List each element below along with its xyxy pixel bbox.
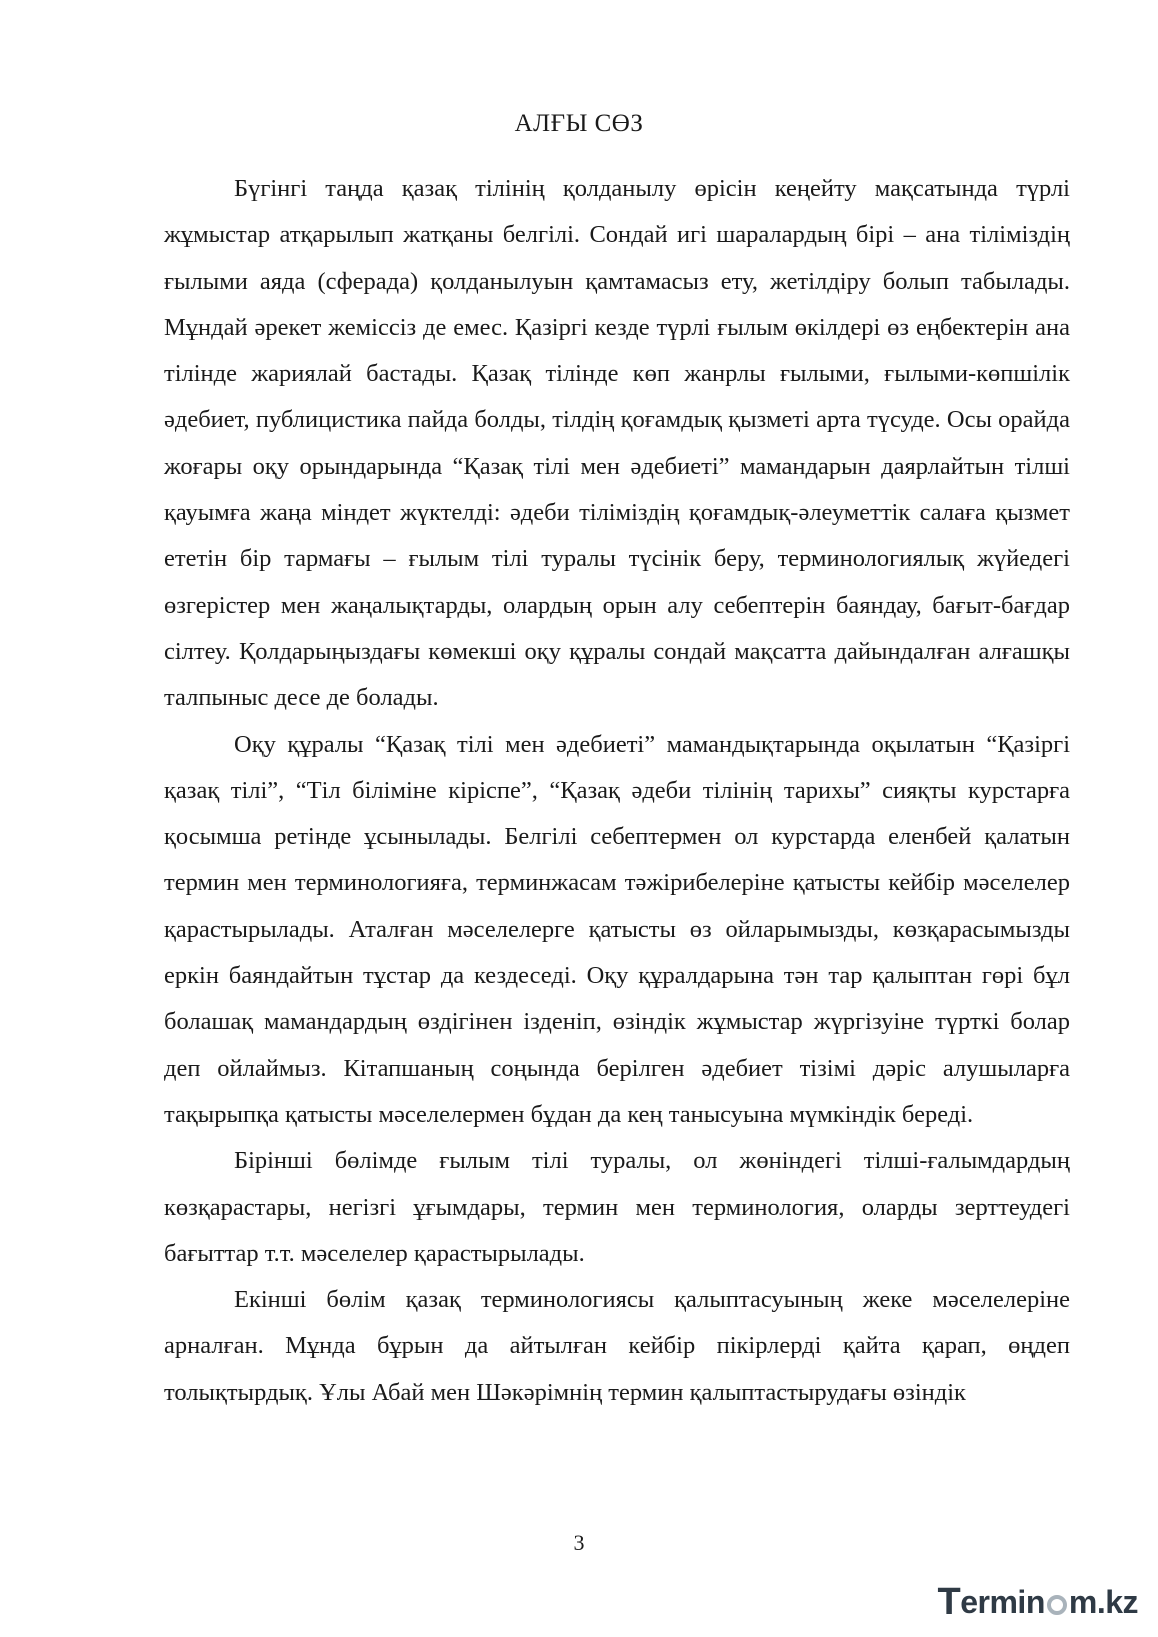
paragraph-4: Екінші бөлім қазақ терминологиясы қалыптасуының жеке мәселелеріне арналған. Мұнда бұрын да айтылған кейбір пікірлерді қайта қарап, өңдеп толықтырдық. Ұлы Абай мен Шәкәрімнің термин қалыптастырудағы өзіндік xyxy=(164,1286,1070,1406)
circle-o-icon xyxy=(1047,1595,1067,1615)
watermark-text-part1: ermin xyxy=(960,1584,1045,1620)
paragraph-2: Оқу құралы “Қазақ тілі мен әдебиеті” мамандықтарында оқылатын “Қазіргі қазақ тілі”, “Тіл біліміне кіріспе”, “Қазақ әдеби тілінің тарихы” сияқты курстарға қосымша ретінде ұсынылады. Белгілі себептермен ол курстарда еленбей қалатын термин мен терминологияға, терминжасам тәжірибелеріне қатысты кейбір мәселелер қарастырылады. Аталған мәселелерге қатысты өз ойларымызды, көзқарасымызды еркін баяндайтын тұстар да кездеседі. Оқу құралдарына тән тар қалыптан гөрі бұл болашақ мамандардың өздігінен ізденіп, өзіндік жұмыстар жүргізуіне түрткі болар деп ойлаймыз. Кітапшаның соңында берілген әдебиет тізімі дәріс алушыларға тақырыпқа қатысты мәселелермен бұдан да кең танысуына мүмкіндік береді. xyxy=(164,730,1070,1128)
page-number: 3 xyxy=(573,1530,585,1555)
body-text xyxy=(164,166,1070,1416)
watermark-text-part2: m.kz xyxy=(1068,1584,1138,1620)
t-letter-icon: T xyxy=(937,1581,961,1623)
page-title: АЛҒЫ СӨЗ xyxy=(514,110,644,137)
paragraph-1: Бүгінгі таңда қазақ тілінің қолданылу өрісін кеңейту мақсатында түрлі жұмыстар атқарылып жатқаны белгілі. Сондай игі шаралардың бірі – ана тіліміздің ғылыми аяда (сферада) қолданылуын қамтамасыз ету, жетілдіру болып табылады. Мұндай әрекет жеміссіз де емес. Қазіргі кезде түрлі ғылым өкілдері өз еңбектерін ана тілінде жариялай бастады. Қазақ тілінде көп жанрлы ғылыми, ғылыми-көпшілік әдебиет, публицистика пайда болды, тілдің қоғамдық қызметі арта түсуде. Осы орайда жоғары оқу орындарында “Қазақ тілі мен әдебиеті” мамандарын даярлайтын тілші қауымға жаңа міндет жүктелді: әдеби тіліміздің қоғамдық-әлеуметтік салаға қызмет ететін бір тармағы – ғылым тілі туралы түсінік беру, терминологиялық жүйедегі өзгерістер мен жаңалықтарды, олардың орын алу себептерін баяндау, бағыт-бағдар сілтеу. Қолдарыңыздағы көмекші оқу құралы сондай мақсатта дайындалған алғашқы талпыныс десе де болады. xyxy=(164,175,1070,712)
paragraph-3: Бірінші бөлімде ғылым тілі туралы, ол жөніндегі тілші-ғалымдардың көзқарастары, негізгі ұғымдары, термин мен терминология, оларды зерттеудегі бағыттар т.т. мәселелер қарастырылады. xyxy=(164,1147,1070,1267)
termincom-watermark-logo xyxy=(938,1581,1139,1621)
